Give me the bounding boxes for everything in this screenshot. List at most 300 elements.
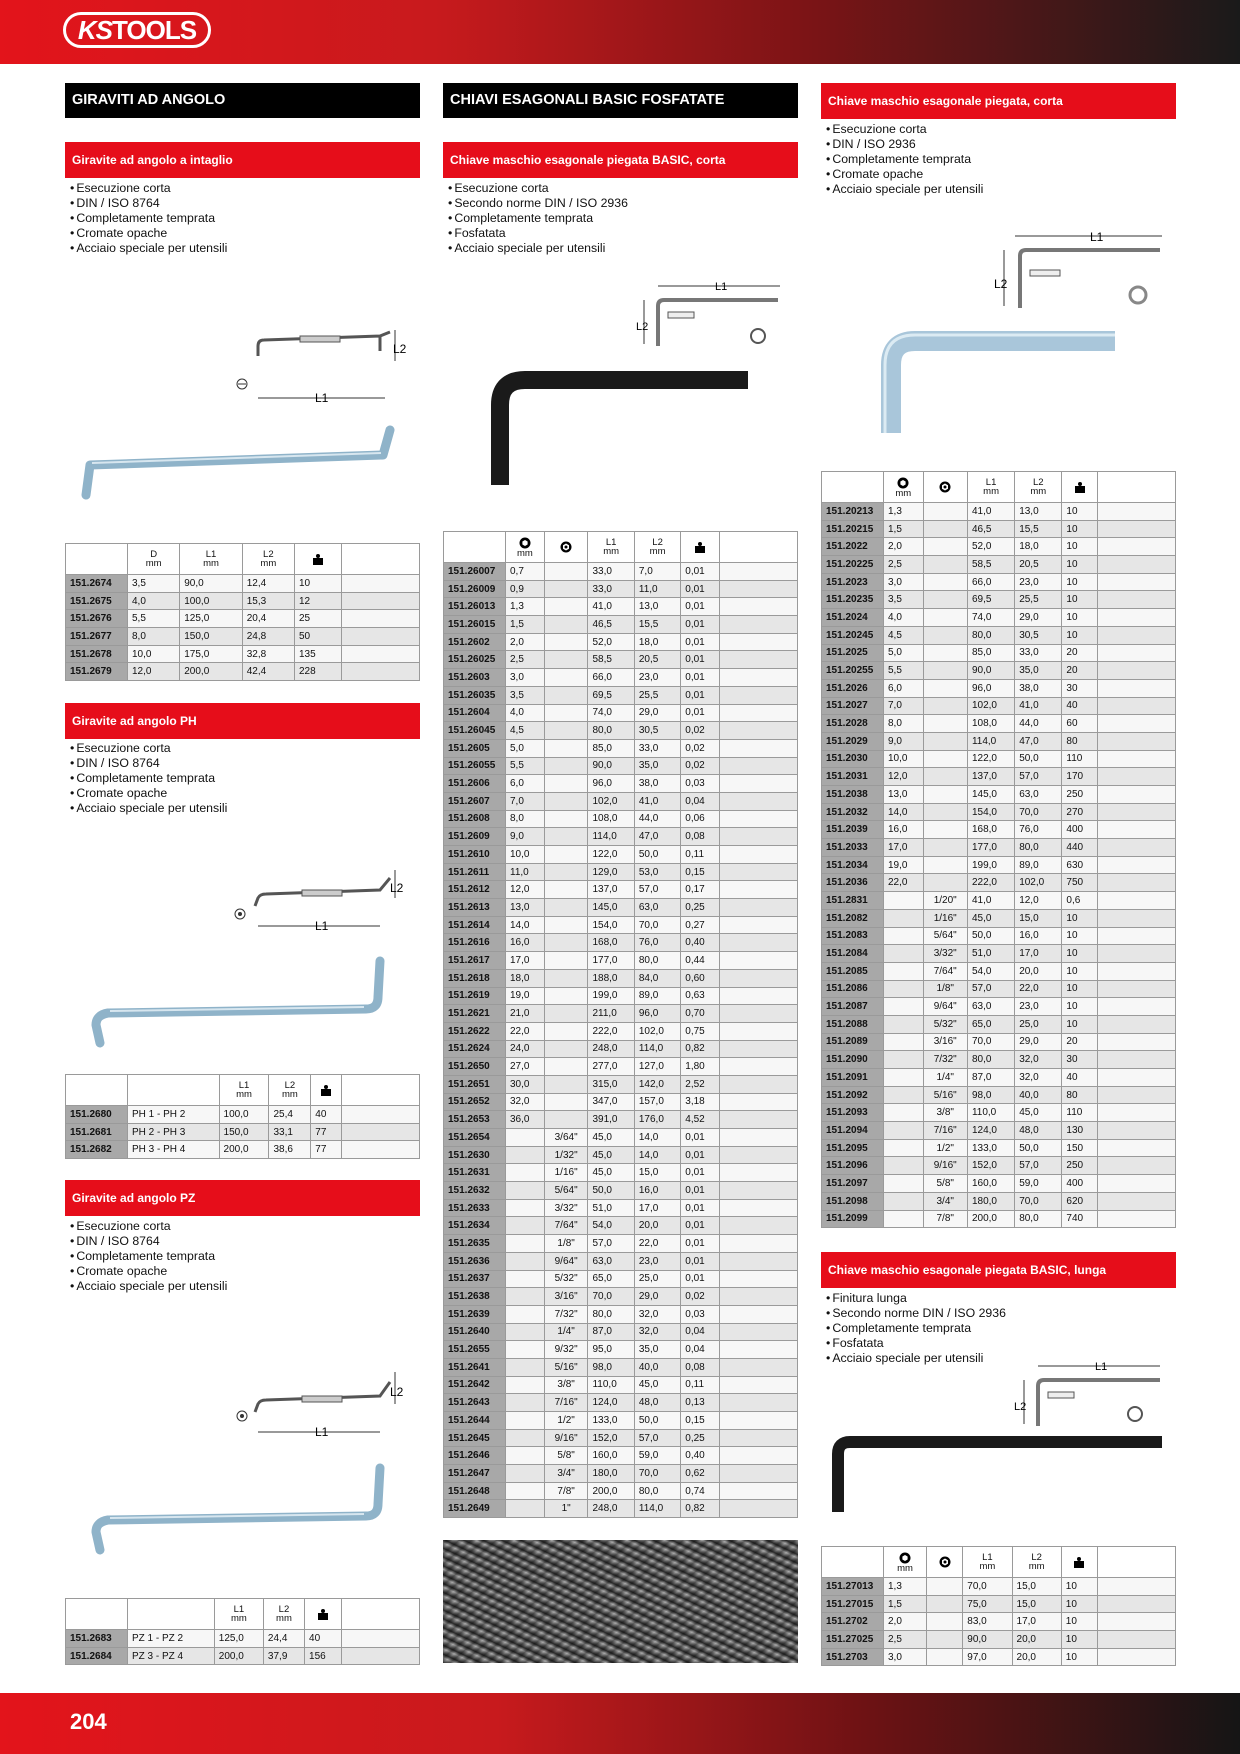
article-code: 151.2099: [822, 1210, 884, 1228]
table-cell: 400: [1062, 1175, 1098, 1193]
article-code: 151.2636: [444, 1252, 506, 1270]
spec-table-intaglio: [65, 543, 420, 681]
feature-item: • Completamente temprata: [70, 1249, 227, 1264]
table-cell: 30: [1062, 679, 1098, 697]
table-cell: [923, 503, 967, 521]
table-cell: 7,0: [506, 792, 545, 810]
table-cell: [720, 669, 798, 687]
table-cell: 10: [294, 575, 341, 593]
table-cell: 0,01: [681, 651, 720, 669]
table-cell: [506, 1376, 545, 1394]
table-cell: [923, 573, 967, 591]
features-list-intaglio: [70, 181, 227, 256]
table-cell: 17,0: [884, 839, 924, 857]
table-row: [444, 616, 798, 634]
table-cell: 150,0: [180, 628, 242, 646]
article-code: 151.2650: [444, 1058, 506, 1076]
table-cell: 5,0: [884, 644, 924, 662]
table-cell: 228: [294, 663, 341, 681]
table-cell: 7,0: [634, 563, 680, 581]
table-cell: 70,0: [634, 916, 680, 934]
table-cell: [506, 1358, 545, 1376]
table-cell: 0,02: [681, 1288, 720, 1306]
table-row: [822, 1139, 1176, 1157]
table-cell: 0,01: [681, 1235, 720, 1253]
article-code: 151.2639: [444, 1305, 506, 1323]
table-cell: 1,5: [884, 520, 924, 538]
subsection-title-basic-corta: Chiave maschio esagonale piegata BASIC, corta: [443, 142, 798, 178]
table-cell: 391,0: [588, 1111, 634, 1129]
table-cell: 0,13: [681, 1394, 720, 1412]
table-cell: 63,0: [967, 998, 1014, 1016]
table-cell: 22,0: [884, 874, 924, 892]
table-cell: 96,0: [967, 679, 1014, 697]
table-row: [444, 846, 798, 864]
table-cell: 19,0: [506, 987, 545, 1005]
table-cell: [1098, 1015, 1176, 1033]
table-cell: [884, 1015, 924, 1033]
header-cell: D mm: [128, 544, 180, 575]
table-cell: 52,0: [967, 538, 1014, 556]
table-row: [444, 1394, 798, 1412]
table-cell: 0,01: [681, 669, 720, 687]
table-cell: [720, 1270, 798, 1288]
table-row: [822, 927, 1176, 945]
table-cell: 10: [1062, 591, 1098, 609]
table-row: [66, 1141, 420, 1159]
article-code: 151.2095: [822, 1139, 884, 1157]
table-cell: 12: [294, 592, 341, 610]
table-cell: 19,0: [884, 856, 924, 874]
table-cell: 80,0: [588, 722, 634, 740]
table-cell: 14,0: [634, 1129, 680, 1147]
table-cell: 168,0: [967, 821, 1014, 839]
article-code: 151.2618: [444, 969, 506, 987]
table-cell: [506, 1288, 545, 1306]
table-cell: 13,0: [506, 899, 545, 917]
feature-item: • Secondo norme DIN / ISO 2936: [826, 1306, 1006, 1321]
article-code: 151.2034: [822, 856, 884, 874]
l2-label: L2: [393, 342, 407, 356]
table-cell: [720, 775, 798, 793]
article-code: 151.2039: [822, 821, 884, 839]
table-cell: 1,3: [506, 598, 545, 616]
article-code: 151.27025: [822, 1631, 884, 1649]
table-cell: 80: [1062, 732, 1098, 750]
table-row: [822, 892, 1176, 910]
table-cell: 50,0: [588, 1182, 634, 1200]
table-cell: 250: [1062, 1157, 1098, 1175]
table-cell: 41,0: [967, 503, 1014, 521]
table-cell: [720, 1182, 798, 1200]
table-cell: 133,0: [588, 1412, 634, 1430]
table-row: [822, 1069, 1176, 1087]
table-cell: [544, 757, 588, 775]
table-cell: [720, 846, 798, 864]
table-cell: [720, 1199, 798, 1217]
table-cell: [1098, 839, 1176, 857]
table-cell: 0,02: [681, 757, 720, 775]
article-code: 151.2649: [444, 1500, 506, 1518]
table-cell: [884, 980, 924, 998]
table-cell: [544, 739, 588, 757]
feature-item: • Acciaio speciale per utensili: [826, 182, 983, 197]
table-cell: 270: [1062, 803, 1098, 821]
table-row: [444, 828, 798, 846]
table-row: [444, 1164, 798, 1182]
table-cell: 95,0: [588, 1341, 634, 1359]
table-cell: [544, 633, 588, 651]
article-code: 151.2096: [822, 1157, 884, 1175]
table-cell: [720, 916, 798, 934]
table-row: [822, 874, 1176, 892]
table-cell: 114,0: [634, 1500, 680, 1518]
article-code: 151.26035: [444, 686, 506, 704]
table-row: [444, 1305, 798, 1323]
table-cell: 69,5: [588, 686, 634, 704]
table-cell: 35,0: [634, 757, 680, 775]
table-cell: 25,5: [634, 686, 680, 704]
table-cell: PH 3 - PH 4: [128, 1141, 220, 1159]
table-cell: [720, 952, 798, 970]
table-cell: [544, 846, 588, 864]
table-cell: 96,0: [588, 775, 634, 793]
brand-logo[interactable]: KSTOOLS: [63, 12, 211, 48]
table-cell: 20: [1062, 662, 1098, 680]
table-cell: 5/64": [544, 1182, 588, 1200]
table-cell: 38,0: [634, 775, 680, 793]
header-cell: L2 mm: [263, 1599, 304, 1630]
table-cell: [1098, 1051, 1176, 1069]
table-cell: 0,01: [681, 616, 720, 634]
table-row: [822, 1033, 1176, 1051]
table-cell: [923, 679, 967, 697]
table-cell: [884, 998, 924, 1016]
table-cell: 1/4": [923, 1069, 967, 1087]
table-cell: 0,03: [681, 1305, 720, 1323]
header-cell: [544, 532, 588, 563]
table-cell: 60: [1062, 715, 1098, 733]
table-cell: [544, 1040, 588, 1058]
table-cell: [720, 1217, 798, 1235]
table-cell: 3/16": [544, 1288, 588, 1306]
article-code: 151.2605: [444, 739, 506, 757]
table-cell: 76,0: [1015, 821, 1062, 839]
table-cell: 0,17: [681, 881, 720, 899]
table-cell: [1098, 1175, 1176, 1193]
table-cell: [1098, 998, 1176, 1016]
header-cell: [720, 532, 798, 563]
table-cell: 0,02: [681, 739, 720, 757]
table-cell: 10: [1062, 962, 1098, 980]
table-cell: 4,0: [884, 609, 924, 627]
table-row: [822, 573, 1176, 591]
header-cell: L1 mm: [180, 544, 242, 575]
table-cell: [1098, 945, 1176, 963]
article-code: 151.2621: [444, 1005, 506, 1023]
header-cell: mm: [884, 472, 924, 503]
article-code: 151.2630: [444, 1146, 506, 1164]
article-code: 151.27015: [822, 1595, 884, 1613]
table-row: [444, 1075, 798, 1093]
header-cell: [128, 1599, 215, 1630]
table-cell: 1/20": [923, 892, 967, 910]
table-cell: 32,0: [1015, 1051, 1062, 1069]
l2-label: L2: [1014, 1401, 1027, 1413]
table-cell: 23,0: [1015, 998, 1062, 1016]
article-code: 151.2646: [444, 1447, 506, 1465]
table-cell: 110: [1062, 1104, 1098, 1122]
table-row: [822, 1051, 1176, 1069]
table-row: [444, 881, 798, 899]
table-cell: [720, 616, 798, 634]
table-cell: 0,74: [681, 1482, 720, 1500]
table-cell: 160,0: [967, 1175, 1014, 1193]
article-code: 151.2634: [444, 1217, 506, 1235]
table-cell: [884, 909, 924, 927]
article-code: 151.2619: [444, 987, 506, 1005]
table-cell: [1098, 803, 1176, 821]
feature-item: • Esecuzione corta: [70, 741, 227, 756]
table-cell: 0,40: [681, 934, 720, 952]
table-cell: 54,0: [588, 1217, 634, 1235]
table-row: [444, 739, 798, 757]
dimension-diagram-pz: [230, 1370, 410, 1445]
table-cell: 180,0: [967, 1192, 1014, 1210]
table-cell: 45,0: [588, 1129, 634, 1147]
table-cell: [1098, 1192, 1176, 1210]
table-cell: [544, 863, 588, 881]
table-cell: 20: [1062, 1033, 1098, 1051]
table-cell: 8,0: [128, 628, 180, 646]
table-cell: [720, 828, 798, 846]
table-cell: 14,0: [506, 916, 545, 934]
table-row: [444, 722, 798, 740]
table-cell: 84,0: [634, 969, 680, 987]
table-cell: 80,0: [1015, 839, 1062, 857]
article-code: 151.2036: [822, 874, 884, 892]
table-cell: 0,04: [681, 792, 720, 810]
header-cell: [342, 1599, 420, 1630]
table-cell: 18,0: [634, 633, 680, 651]
table-cell: 5,5: [128, 610, 180, 628]
table-cell: [1098, 962, 1176, 980]
table-cell: 135: [294, 645, 341, 663]
subsection-title-ph: Giravite ad angolo PH: [65, 703, 420, 739]
table-row: [444, 899, 798, 917]
table-cell: 0,75: [681, 1022, 720, 1040]
table-header-row: [822, 472, 1176, 503]
table-cell: 14,0: [634, 1146, 680, 1164]
table-cell: 10: [1062, 520, 1098, 538]
table-cell: 29,0: [1015, 609, 1062, 627]
table-cell: 3,5: [128, 575, 180, 593]
table-cell: [342, 645, 420, 663]
table-row: [822, 697, 1176, 715]
article-code: 151.2674: [66, 575, 128, 593]
table-cell: 7/32": [923, 1051, 967, 1069]
table-row: [66, 610, 420, 628]
table-cell: [506, 1146, 545, 1164]
feature-item: • Acciaio speciale per utensili: [70, 801, 227, 816]
table-cell: 175,0: [180, 645, 242, 663]
table-row: [822, 1578, 1176, 1596]
table-cell: 57,0: [1015, 768, 1062, 786]
table-row: [822, 1086, 1176, 1104]
table-cell: 40: [311, 1106, 342, 1124]
table-cell: [544, 792, 588, 810]
table-cell: [926, 1595, 962, 1613]
table-cell: 5/16": [544, 1358, 588, 1376]
table-cell: [506, 1394, 545, 1412]
table-cell: 0,01: [681, 633, 720, 651]
table-cell: [544, 686, 588, 704]
table-cell: 70,0: [634, 1465, 680, 1483]
table-cell: 80,0: [588, 1305, 634, 1323]
feature-item: • Esecuzione corta: [826, 122, 983, 137]
article-code: 151.2638: [444, 1288, 506, 1306]
table-cell: [884, 945, 924, 963]
table-row: [444, 952, 798, 970]
table-cell: [720, 1040, 798, 1058]
table-cell: [506, 1164, 545, 1182]
table-cell: [1098, 573, 1176, 591]
table-cell: [926, 1631, 962, 1649]
table-cell: 30,5: [634, 722, 680, 740]
table-cell: 0,01: [681, 1129, 720, 1147]
article-code: 151.2641: [444, 1358, 506, 1376]
table-cell: 40: [305, 1630, 342, 1648]
dimension-diagram-corta: [990, 230, 1170, 310]
table-cell: 0,82: [681, 1040, 720, 1058]
table-cell: 9/32": [544, 1341, 588, 1359]
table-cell: [544, 1022, 588, 1040]
table-cell: [1098, 1578, 1176, 1596]
table-cell: 65,0: [967, 1015, 1014, 1033]
weight-icon: [305, 1599, 342, 1630]
article-code: 151.2624: [444, 1040, 506, 1058]
table-cell: 0,08: [681, 828, 720, 846]
table-row: [822, 538, 1176, 556]
table-cell: [1098, 503, 1176, 521]
table-cell: 1/16": [544, 1164, 588, 1182]
table-cell: 24,4: [263, 1630, 304, 1648]
table-cell: 8,0: [506, 810, 545, 828]
table-cell: 0,60: [681, 969, 720, 987]
table-cell: 4,5: [506, 722, 545, 740]
article-code: 151.2647: [444, 1465, 506, 1483]
table-cell: 137,0: [588, 881, 634, 899]
article-code: 151.2029: [822, 732, 884, 750]
table-cell: 10: [1062, 945, 1098, 963]
table-cell: [720, 1376, 798, 1394]
table-cell: 108,0: [967, 715, 1014, 733]
table-row: [822, 1122, 1176, 1140]
table-cell: 20,0: [1012, 1631, 1061, 1649]
table-cell: [506, 1500, 545, 1518]
article-code: 151.2602: [444, 633, 506, 651]
header-cell: [444, 532, 506, 563]
article-code: 151.2098: [822, 1192, 884, 1210]
table-cell: 25,4: [269, 1106, 311, 1124]
table-header-row: [444, 532, 798, 563]
article-code: 151.2683: [66, 1630, 128, 1648]
header-cell: [923, 472, 967, 503]
article-code: 151.2025: [822, 644, 884, 662]
table-cell: 0,7: [506, 563, 545, 581]
table-row: [822, 962, 1176, 980]
header-cell: L2 mm: [634, 532, 680, 563]
article-code: 151.27013: [822, 1578, 884, 1596]
table-cell: 98,0: [967, 1086, 1014, 1104]
table-cell: [884, 1069, 924, 1087]
feature-item: • DIN / ISO 8764: [70, 1234, 227, 1249]
table-cell: 33,0: [1015, 644, 1062, 662]
article-code: 151.2091: [822, 1069, 884, 1087]
table-cell: 66,0: [588, 669, 634, 687]
article-code: 151.2655: [444, 1341, 506, 1359]
header-cell: [342, 544, 420, 575]
table-cell: [342, 575, 420, 593]
table-cell: 3/16": [923, 1033, 967, 1051]
table-row: [444, 1341, 798, 1359]
article-code: 151.2024: [822, 609, 884, 627]
table-cell: 25,0: [634, 1270, 680, 1288]
table-cell: 57,0: [634, 881, 680, 899]
table-cell: [1098, 1595, 1176, 1613]
table-cell: 11,0: [634, 580, 680, 598]
table-cell: [506, 1182, 545, 1200]
table-cell: [720, 1111, 798, 1129]
article-code: 151.2026: [822, 679, 884, 697]
table-cell: [1098, 1069, 1176, 1087]
table-cell: [923, 556, 967, 574]
table-cell: 90,0: [588, 757, 634, 775]
article-code: 151.2033: [822, 839, 884, 857]
table-cell: 80,0: [634, 952, 680, 970]
product-photo-basic-lunga: [830, 1432, 1170, 1514]
table-header-row: [66, 1599, 420, 1630]
table-cell: [720, 1341, 798, 1359]
table-cell: 142,0: [634, 1075, 680, 1093]
table-cell: [720, 563, 798, 581]
table-row: [822, 644, 1176, 662]
article-code: 151.2022: [822, 538, 884, 556]
table-header-row: [66, 544, 420, 575]
table-cell: 199,0: [967, 856, 1014, 874]
table-cell: 80,0: [967, 1051, 1014, 1069]
weight-icon: [294, 544, 341, 575]
table-cell: 50,0: [1015, 1139, 1062, 1157]
table-row: [822, 1015, 1176, 1033]
table-cell: 10: [1062, 998, 1098, 1016]
article-code: 151.2651: [444, 1075, 506, 1093]
table-cell: 54,0: [967, 962, 1014, 980]
table-cell: 70,0: [967, 1033, 1014, 1051]
table-cell: 3/32": [923, 945, 967, 963]
table-cell: 22,0: [634, 1235, 680, 1253]
feature-item: • Cromate opache: [70, 226, 227, 241]
table-cell: 0,6: [1062, 892, 1098, 910]
table-cell: 58,5: [588, 651, 634, 669]
table-cell: [720, 1412, 798, 1430]
table-cell: [923, 662, 967, 680]
table-cell: 2,0: [884, 1613, 927, 1631]
table-cell: 3/32": [544, 1199, 588, 1217]
table-cell: [544, 580, 588, 598]
l1-label: L1: [315, 1425, 329, 1439]
table-cell: [1098, 927, 1176, 945]
